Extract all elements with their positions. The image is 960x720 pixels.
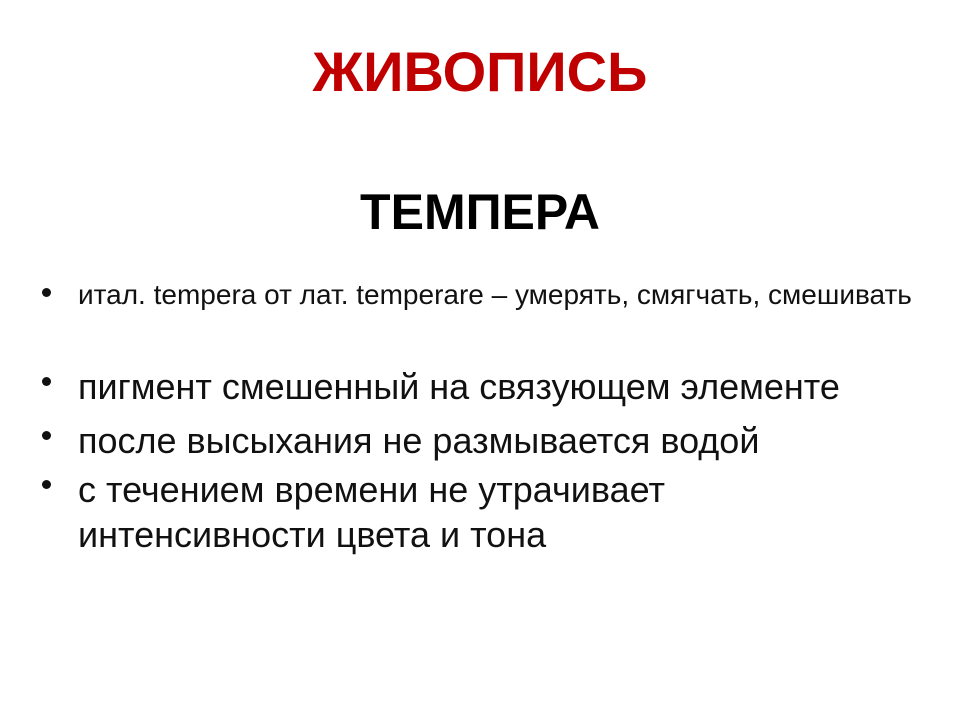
bullet-text: после высыхания не размывается водой	[78, 420, 760, 461]
bullet-marker-icon	[42, 480, 51, 489]
bullet-text: итал. tempera от лат. temperare – умерять, смягчать, смешивать	[78, 279, 912, 310]
bullet-water	[42, 418, 922, 463]
slide-title: ЖИВОПИСЬ	[312, 40, 648, 103]
bullet-marker-icon	[42, 377, 51, 386]
bullet-list	[42, 270, 922, 569]
bullet-text: пигмент смешенный на связующем элементе	[78, 366, 840, 407]
slide-subtitle: ТЕМПЕРА	[360, 184, 600, 240]
bullet-marker-icon	[42, 431, 51, 440]
bullet-pigment	[42, 364, 922, 409]
bullet-etymology	[42, 270, 922, 320]
bullet-color	[42, 467, 922, 557]
bullet-marker-icon	[42, 288, 51, 297]
bullet-text: с течением времени не утрачивает интенсивности цвета и тона	[78, 469, 665, 555]
